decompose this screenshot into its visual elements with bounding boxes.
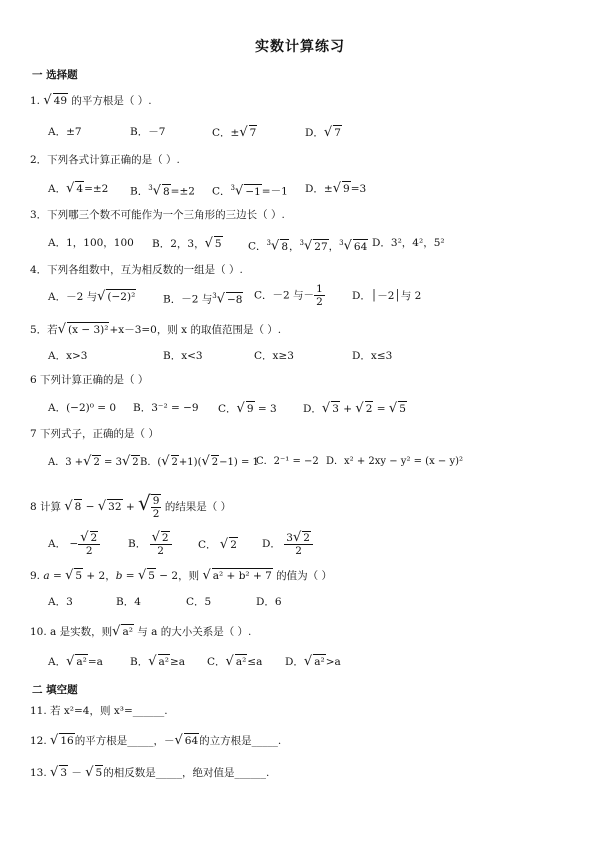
q6-option-d: [303, 401, 407, 416]
q2-d-label: D．±: [305, 183, 333, 195]
q7-option-d: D．x² + 2xy − y² = (x − y)²: [326, 456, 464, 467]
q2-option-b: [130, 181, 195, 199]
q6-option-c: [218, 401, 277, 416]
sqrt-icon: √: [112, 624, 121, 639]
q7-option-b: [140, 455, 259, 470]
cbrt-icon: √: [343, 238, 352, 254]
cbrt-icon: √: [152, 183, 161, 199]
q10-option-d: [285, 654, 341, 669]
q8-option-c: [198, 537, 238, 552]
q4-b-radicand: −8: [227, 293, 243, 306]
q4-d-label: D．: [352, 290, 371, 302]
q6-option-a: A．(−2)⁰ = 0: [48, 402, 117, 414]
q10-a-relation: =a: [87, 656, 103, 668]
q8-option-a: [48, 531, 100, 557]
q1-option-c-radicand: 7: [249, 127, 257, 139]
q2-a-result: =±2: [84, 183, 109, 195]
q10-radicand: a²: [122, 626, 133, 638]
cbrt-icon: √: [271, 238, 280, 254]
q6-c-radicand: 9: [246, 403, 254, 415]
q3-option-d: D．3²，4²，5²: [372, 237, 445, 249]
q7-option-c: C．2⁻¹ = −2: [256, 456, 319, 467]
q8-text: 的结果是（ ）: [164, 501, 232, 513]
q4-d-absolute: │－2│: [370, 290, 401, 302]
sqrt-icon: √: [388, 401, 398, 416]
q10-d-relation: >a: [325, 656, 341, 668]
q5-option-a: A．x>3: [48, 350, 88, 362]
sqrt-icon: √: [202, 568, 211, 583]
q8-d-coefficient: 3: [286, 532, 293, 544]
q4-a-label: A．－2 与: [48, 291, 98, 303]
sqrt-icon: √: [148, 654, 157, 669]
q3-option-b: [152, 236, 223, 251]
q13-radicand-2: 5: [95, 767, 103, 779]
q8-d-denominator: 2: [295, 545, 302, 557]
q3-c-index-2: 3: [299, 239, 304, 247]
q2-b-label: B．: [130, 185, 149, 198]
q8-d-fraction: [284, 531, 313, 557]
q8-a-fraction: [78, 531, 100, 557]
q8-d-label: D．: [262, 538, 281, 550]
sqrt-icon: √: [66, 654, 75, 669]
q1-option-d: [305, 125, 342, 140]
q9-option-b: B．4: [116, 596, 141, 608]
q10-b-relation: ≥a: [170, 656, 186, 668]
q4-option-a: [48, 289, 136, 304]
q9-number: 9.: [30, 570, 44, 582]
q2-b-radicand: 8: [162, 185, 170, 198]
q4-option-c: [254, 283, 325, 308]
question-8: [30, 491, 232, 520]
q2-a-label: A．: [48, 183, 67, 195]
sqrt-icon: √: [137, 568, 147, 583]
sqrt-icon: √: [65, 568, 74, 583]
q13-radicand-1: 3: [60, 767, 68, 779]
q10-b-label: B．: [130, 656, 149, 668]
sqrt-icon: √: [57, 322, 66, 337]
q1-radicand: 49: [53, 95, 68, 107]
question-5: [30, 322, 281, 337]
q8-minus: −: [85, 501, 95, 513]
sqrt-icon: √: [80, 530, 89, 545]
q10-option-c: [207, 654, 262, 669]
q5-option-c: C．x≥3: [254, 350, 294, 362]
q4-b-index: 3: [212, 292, 217, 300]
q8-radicand-2: 32: [108, 501, 122, 513]
sqrt-icon: √: [50, 765, 59, 780]
question-2: 2．下列各式计算正确的是（ ）.: [30, 154, 180, 166]
sqrt-icon: √: [292, 530, 302, 545]
q8-fraction-denominator: 2: [152, 508, 160, 520]
sqrt-icon: √: [303, 654, 313, 669]
q6-d-label: D．: [303, 403, 322, 415]
q7-b-result: −1) = 1: [219, 457, 259, 468]
q12-radicand-2: 64: [184, 735, 199, 747]
q6-d-radicand-3: 5: [399, 403, 406, 415]
q6-d-radicand-2: 2: [365, 403, 373, 415]
q1-option-a: A．±7: [48, 126, 82, 138]
q8-c-radicand: 2: [230, 539, 237, 551]
q2-c-result: =－1: [261, 185, 288, 198]
question-6: 6 下列计算正确的是（ ）: [30, 374, 149, 386]
sqrt-icon: √: [138, 491, 151, 515]
q8-b-label: B．: [128, 538, 147, 550]
q10-a-label: A．: [48, 656, 67, 668]
q2-option-d: [305, 181, 366, 196]
q1-text: 的平方根是（ ）.: [71, 95, 152, 107]
q7-a-label: A．3 +: [48, 457, 84, 468]
q4-a-radicand: (−2)²: [107, 291, 136, 303]
q12-text: 的立方根是_____.: [199, 735, 282, 747]
q2-b-index: 3: [148, 184, 153, 192]
q7-b-label: B．(: [140, 457, 162, 468]
q6-c-result: = 3: [257, 403, 277, 415]
sqrt-icon: √: [355, 401, 364, 416]
q7-b-radicand-2: 2: [211, 457, 219, 468]
q10-b-radicand: a²: [158, 656, 169, 668]
q2-option-c: [212, 181, 288, 199]
q10-option-b: [130, 654, 185, 669]
q7-b-radicand-1: 2: [171, 457, 178, 468]
q7-a-equals: = 3: [104, 457, 122, 468]
question-11: 11. 若 x²=4，则 x³=______.: [30, 705, 168, 717]
q10-d-label: D．: [285, 656, 304, 668]
sqrt-icon: √: [239, 125, 248, 140]
q5-option-d: D．x≤3: [352, 350, 393, 362]
q9-option-a: A．3: [48, 596, 73, 608]
cbrt-icon: √: [216, 291, 225, 307]
sqrt-icon: √: [151, 530, 160, 545]
q1-option-c-label: C．±: [212, 127, 240, 139]
question-12: [30, 733, 281, 748]
sqrt-icon: √: [83, 454, 92, 469]
page-title: 实数计算练习: [255, 39, 345, 55]
q3-c-index-3: 3: [339, 239, 344, 247]
q6-option-b: B．3⁻² = −9: [133, 402, 199, 414]
question-10: [30, 624, 251, 639]
cbrt-icon: √: [303, 238, 313, 254]
q3-c-radicand-1: 8: [281, 240, 288, 253]
q8-prefix: 8 计算: [30, 501, 62, 513]
q4-c-fraction: [314, 283, 325, 308]
q7-a-radicand: 2: [93, 457, 100, 468]
q10-c-radicand: a²: [235, 656, 247, 668]
question-7: 7 下列式子，正确的是（ ）: [30, 428, 159, 440]
question-9: [30, 568, 332, 583]
sqrt-icon: √: [236, 401, 245, 416]
q6-d-equals: =: [376, 403, 386, 415]
q4-b-label: B．－2 与: [163, 293, 213, 306]
q12-radicand-1: 16: [60, 735, 74, 747]
q4-d-tail: 与 2: [400, 290, 422, 302]
q8-a-numerator: [78, 531, 100, 545]
sqrt-icon: √: [174, 733, 183, 748]
q3-c-radicand-2: 27: [314, 240, 328, 253]
sqrt-icon: √: [201, 454, 210, 469]
q8-radicand-1: 8: [74, 501, 82, 513]
sqrt-icon: √: [161, 454, 170, 469]
question-3: 3．下列哪三个数不可能作为一个三角形的三边长（ ）.: [30, 209, 285, 221]
q2-d-result: =3: [350, 183, 367, 195]
q9-a-radicand: 5: [75, 570, 83, 582]
q10-d-radicand: a²: [314, 656, 325, 668]
q12-middle: 的平方根是_____，－: [74, 735, 175, 747]
sqrt-icon: √: [43, 93, 52, 108]
sqrt-icon: √: [97, 499, 107, 514]
q8-fraction-numerator: 9: [152, 495, 160, 507]
sqrt-icon: √: [204, 236, 213, 251]
q9-radicand: a² + b² + 7: [212, 570, 272, 582]
q10-text: 与 a 的大小关系是（ ）.: [137, 626, 252, 638]
q4-c-denominator: 2: [316, 296, 323, 308]
q2-d-radicand: 9: [343, 183, 350, 195]
sqrt-icon: √: [121, 454, 131, 469]
q3-b-radicand: 5: [214, 238, 222, 250]
q7-a-radicand-2: 2: [132, 457, 139, 468]
q9-b-def: b =: [115, 570, 138, 582]
q9-text: 的值为（ ）: [276, 570, 332, 582]
q9-b-tail: − 2，则: [159, 570, 200, 582]
q10-c-label: C．: [207, 656, 226, 668]
q9-a-def: a =: [43, 570, 66, 582]
q10-c-relation: ≤a: [247, 656, 263, 668]
q8-a-denominator: 2: [85, 545, 93, 557]
q1-option-d-label: D．: [305, 127, 324, 139]
q4-option-b: [163, 289, 243, 307]
question-1: [30, 93, 152, 108]
q3-c-radicand-3: 64: [353, 240, 368, 253]
q10-prefix: 10. a 是实数，则: [30, 626, 113, 638]
sqrt-icon: √: [85, 765, 94, 780]
q2-c-index: 3: [230, 184, 236, 192]
q9-option-c: C．5: [186, 596, 212, 608]
q8-d-radicand: 2: [303, 532, 310, 544]
q4-c-numerator: 1: [316, 283, 323, 295]
q4-option-d: [352, 289, 421, 303]
q8-plus: +: [125, 501, 135, 513]
q8-b-radicand: 2: [161, 532, 169, 544]
q7-option-a: [48, 455, 140, 470]
q8-b-numerator: [150, 531, 172, 545]
sqrt-icon: √: [97, 289, 106, 304]
q5-option-b: B．x<3: [163, 350, 203, 362]
q13-minus: －: [71, 767, 82, 779]
q9-option-d: D．6: [256, 596, 282, 608]
q6-d-plus: +: [343, 403, 353, 415]
q8-a-label: A．: [48, 538, 67, 550]
q10-a-radicand: a²: [76, 656, 87, 668]
q2-b-result: =±2: [170, 185, 195, 198]
q5-text: +x－3=0，则 x 的取值范围是（ ）.: [109, 324, 282, 336]
sqrt-icon: √: [50, 733, 59, 748]
q4-c-label: C．－2 与－: [254, 289, 315, 302]
q5-radicand: (x − 3)²: [67, 324, 109, 336]
q8-option-d: [262, 531, 313, 557]
q2-c-radicand: −1: [245, 185, 261, 198]
q1-number: 1.: [30, 95, 41, 107]
q13-text: 的相反数是_____，绝对值是______.: [103, 767, 270, 779]
q5-prefix: 5．若: [30, 324, 58, 336]
cbrt-icon: √: [235, 183, 244, 199]
q13-number: 13.: [30, 767, 51, 779]
q2-c-label: C．: [212, 185, 231, 198]
q12-number: 12.: [30, 735, 51, 747]
question-4: 4．下列各组数中，互为相反数的一组是（ ）.: [30, 264, 243, 276]
q6-c-label: C．: [218, 403, 237, 415]
sqrt-icon: √: [219, 537, 229, 552]
q2-option-a: [48, 181, 108, 196]
q8-b-fraction: [150, 531, 172, 557]
q1-option-d-radicand: 7: [334, 127, 341, 139]
q6-d-radicand-1: 3: [332, 403, 339, 415]
q8-option-b: [128, 531, 172, 557]
q8-d-numerator: [284, 531, 313, 545]
sqrt-icon: √: [64, 499, 73, 514]
q3-option-c: C．$^3$√ 8，$^3$√ 27，$^3$√ 64: [248, 238, 368, 254]
q8-b-denominator: 2: [157, 545, 164, 557]
q3-b-label: B．2，3，: [152, 238, 205, 250]
q3-option-a: A．1，100，100: [48, 237, 134, 249]
q8-a-radicand: 2: [90, 532, 98, 544]
sqrt-icon: √: [225, 654, 234, 669]
sqrt-icon: √: [66, 181, 75, 196]
q3-c-label: C．: [248, 240, 267, 253]
q10-option-a: [48, 654, 103, 669]
sqrt-icon: √: [321, 401, 331, 416]
q8-c-label: C．: [198, 539, 217, 551]
q1-option-c: [212, 125, 257, 140]
q7-b-middle: +1)(: [178, 457, 202, 468]
q2-a-radicand: 4: [76, 183, 84, 195]
q9-a-tail: + 2，: [86, 570, 116, 582]
section-choice-heading: 一 选择题: [32, 69, 78, 81]
q1-option-b: B．－7: [130, 126, 166, 138]
sqrt-icon: √: [323, 125, 333, 140]
q3-c-index-1: 3: [266, 239, 272, 247]
q8-fraction: [151, 494, 162, 520]
sqrt-icon: √: [332, 181, 342, 196]
q9-b-radicand: 5: [148, 570, 155, 582]
q8-a-sign: −: [69, 538, 79, 550]
section-fill-heading: 二 填空题: [32, 684, 78, 696]
question-13: [30, 765, 269, 780]
